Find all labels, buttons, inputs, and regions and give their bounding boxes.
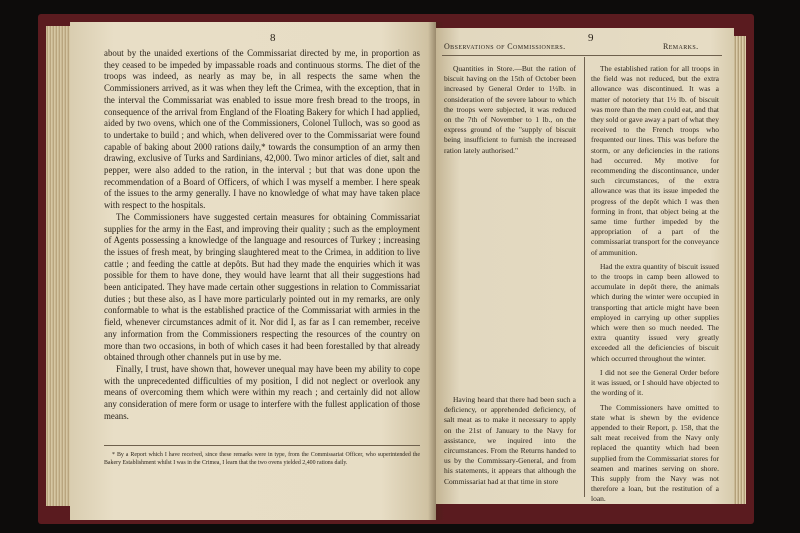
observations-column-top — [444, 64, 576, 156]
remark-paragraph: The Commissioners have omitted to state what is shewn by the evidence appended to their Report, p. 158, that the salt meat received from the Navy only replaced the quantity which had been supplied from the Commissariat stores for seamen and marines serving on shore. This supply from the Navy was not therefore a loan, but the restitution of a loan. — [591, 402, 719, 504]
observations-column-bottom — [444, 395, 576, 487]
observation-paragraph: Having heard that there had been such a deficiency, or apprehended deficiency, of salt meat as to make it necessary to apply on the 21st of January to the Navy for assistance, we inquired into the circumstances. From the Returns handed to us by the Commissary-General, and from his statements, it appears that although the Commissariat had at that time in store — [444, 395, 576, 486]
remark-paragraph: I did not see the General Order before it was issued, or I should have objected to the wording of it. — [591, 367, 719, 398]
footnote-rule — [104, 445, 420, 446]
page-edges-left — [46, 26, 72, 506]
observation-paragraph: Quantities in Store.—But the ration of biscuit having on the 15th of October been increased by General Order to 1½lb. in consideration of the severe labour to which the troops were subjected, it was reduced on the 7th of November to 1 lb., on the express ground of the "supply of biscuit being insufficient to furnish the increased ration lately authorised." — [444, 64, 576, 155]
paragraph: about by the unaided exertions of the Commissariat directed by me, in proportion as they ceased to be impeded by impassable roads and continuous storms. The diet of the troops was indeed, as nearly as may be, in all respects the same when the Commissioners arrived, as it was when they left the Crimea, with the exception, that in the interval the Commissariat was enabled to issue more fresh bread to the troops, in consequence of the arrival from England of the Floating Bakery for which I had applied, aided by two ovens, which one of the Commissioners, Colonel Tulloch, was so good as to undertake to build ; and which, when delivered over to the Commissariat were found capable of baking about 2000 rations daily,* towards the consumption of an army then drawing, exclusive of Turks and Sardinians, 42,000. Two minor articles of diet, salt and pepper, were also added to the ration, in the interval ; but that was done upon the recommendation of a Board of Officers, of which I was myself a member. I here speak of the issues to the army generally. I have no knowledge of what may have taken place with respect to the hospitals. — [104, 48, 420, 211]
column-header-remarks: Remarks. — [663, 42, 699, 51]
footnote-text: * By a Report which I have received, since these remarks were in type, from the Commissariat Officer, who superintended the Bakery Establishment whilst I was in the Crimea, I learn that the two ovens yielded 2,400 rations daily. — [104, 452, 420, 466]
paragraph: Finally, I trust, have shown that, however unequal may have been my ability to cope with the unprecedented difficulties of my position, I did not neglect or overlook any means of overcoming them which were within my reach ; and certainly did not allow any consideration of mere form or usage to interfere with the fullest application of those means. — [104, 363, 420, 421]
remarks-column — [591, 64, 719, 504]
footnote — [104, 452, 420, 467]
paragraph: The Commissioners have suggested certain measures for obtaining Commissariat supplies for the army in the East, and improving their quality ; such as the employment of Agents possessing a knowledge of the language and resources of Turkey ; increasing the issues of fresh meat, by bringing slaughtered meat to the Crimea, in addition to live cattle ; and feeding the cattle at depôts. But had they made the enquiries which it was possible for them to have done, they would have learnt that all their suggestions had been anticipated. They have made certain other suggestions in relation to Commissariat duties ; but these also, as I have more particularly pointed out in my remarks, are only conformable to what is the established practice of the Commissariat with armies in the field, whenever circumstances admit of it. Nor did I, as far as I can remember, receive any information from the Commissioners respecting the resources of the country on more than two occasions, in both of which cases it had been forestalled by that already obtained through other channels put in use by me. — [104, 211, 420, 363]
column-header-observations: Observations of Commissioners. — [444, 42, 566, 51]
page-number: 8 — [270, 32, 276, 44]
page-number: 9 — [588, 32, 594, 44]
right-page — [436, 28, 734, 504]
column-divider — [584, 57, 585, 497]
remark-paragraph: Had the extra quantity of biscuit issued to the troops in camp been allowed to accumulate in depôt there, the animals which during the winter were occupied in transporting that article might have been employed in carrying up other supplies which were then so much needed. The extra quantity issued very greatly exceeded all the deficiencies of biscuit which occurred throughout the winter. — [591, 261, 719, 363]
remark-paragraph: The established ration for all troops in the field was not reduced, but the extra allowance was discontinued. It was a matter of notoriety that 1½ lb. of biscuit was more than the men could eat, and that they sold or gave away a part of what they received to the French troops who frequented our lines. This was before the storm, or any deficiencies in the rations had occurred. My motive for recommending the discontinuance, under such circumstances, of the extra allowance was that its issue impeded the progress of the depôt which I was then forming in front, that object being at the same time further impeded by the appropriation of a part of the commissariat transport for the conveyance of ammunition. — [591, 64, 719, 257]
left-page-body — [104, 48, 420, 423]
header-rule — [442, 55, 722, 56]
left-page — [70, 22, 436, 520]
